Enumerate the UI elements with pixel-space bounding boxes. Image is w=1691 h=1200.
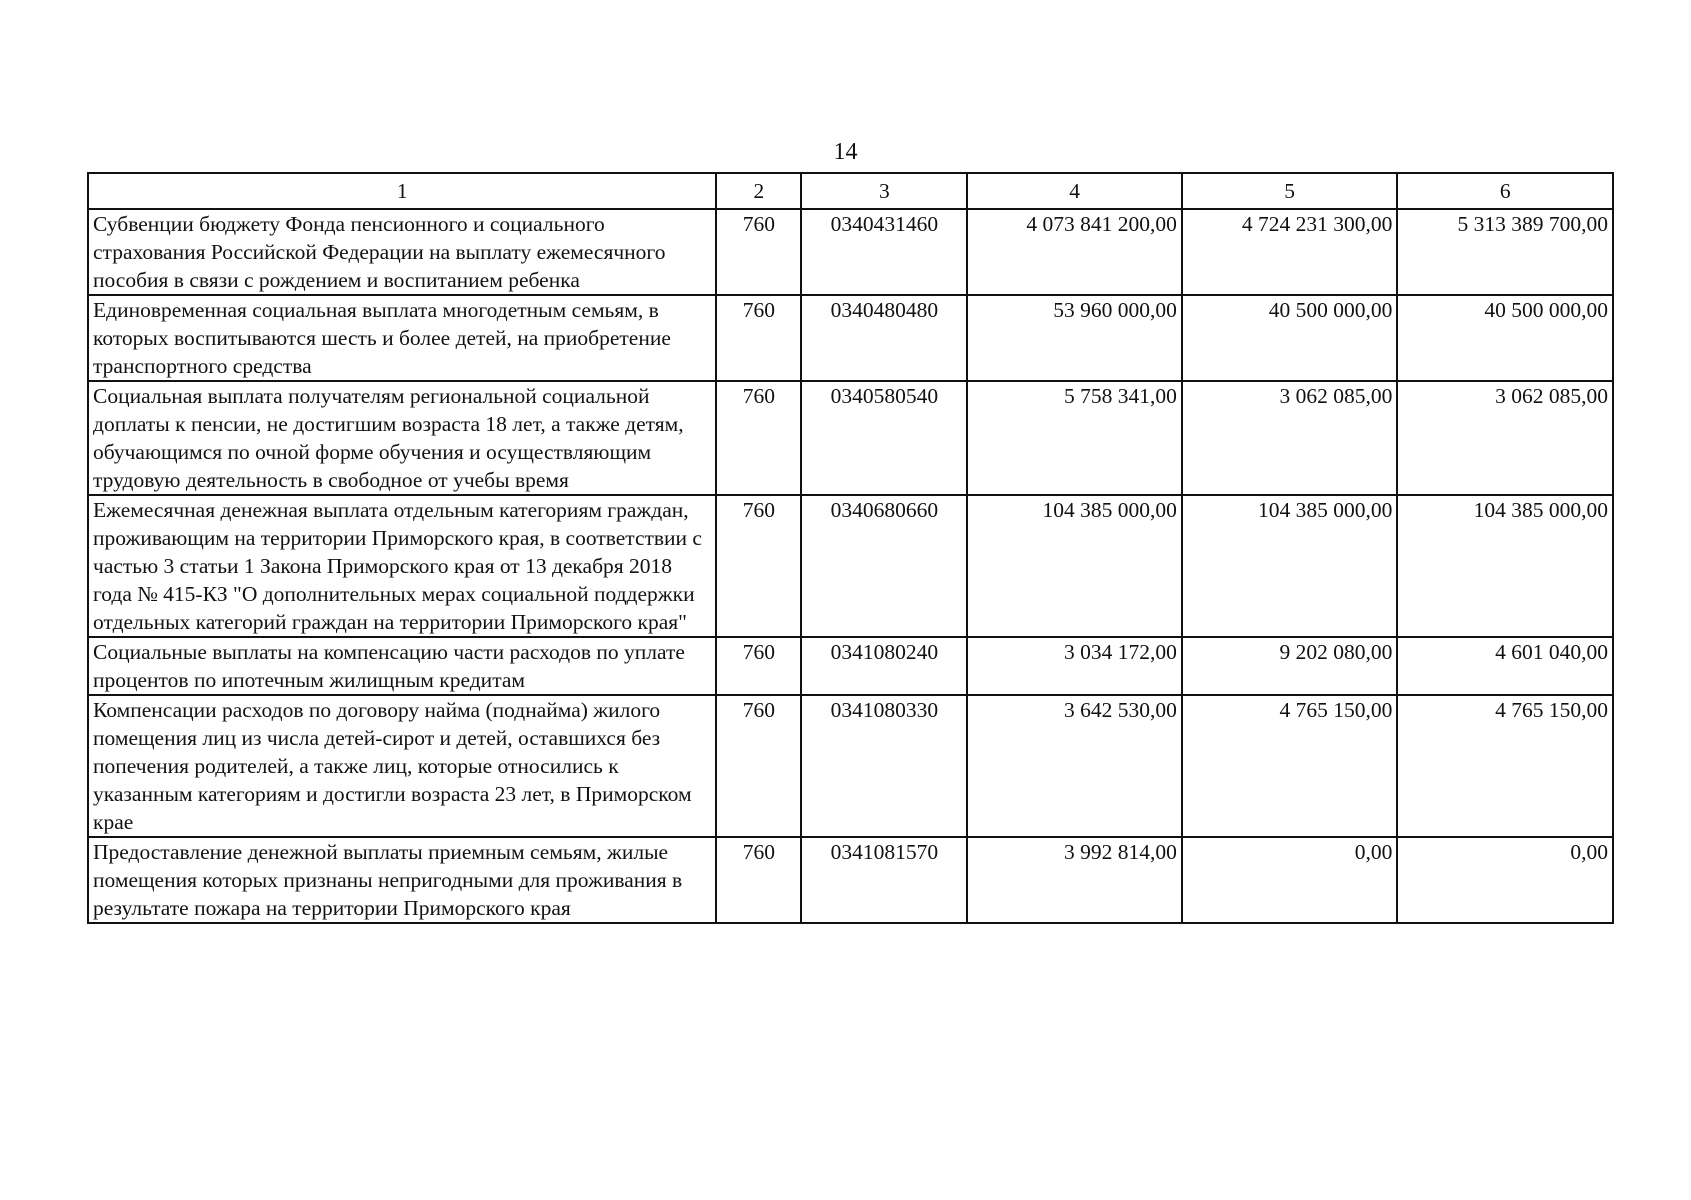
table-row (88, 637, 1613, 695)
page-number: 14 (833, 139, 858, 165)
row-amount-col4: 104 385 000,00 (967, 495, 1182, 637)
row-amount-col5: 9 202 080,00 (1182, 637, 1398, 695)
row-amount-col6: 4 765 150,00 (1397, 695, 1613, 837)
col-header-4: 4 (967, 173, 1182, 209)
col-header-1: 1 (88, 173, 716, 209)
row-amount-col6: 3 062 085,00 (1397, 381, 1613, 495)
row-csr: 0340480480 (801, 295, 967, 381)
row-name: Единовременная социальная выплата многодетным семьям, в которых воспитываются шесть и более детей, на приобретение транспортного средства (88, 295, 716, 381)
row-amount-col4: 3 034 172,00 (967, 637, 1182, 695)
row-name: Социальная выплата получателям региональной социальной доплаты к пенсии, не достигшим возраста 18 лет, а также детям, обучающимся по очной форме обучения и осуществляющим трудовую деятельность в свободное от учебы время (88, 381, 716, 495)
row-amount-col6: 0,00 (1397, 837, 1613, 923)
row-name: Социальные выплаты на компенсацию части расходов по уплате процентов по ипотечным жилищным кредитам (88, 637, 716, 695)
col-header-6: 6 (1397, 173, 1613, 209)
row-csr: 0340680660 (801, 495, 967, 637)
row-amount-col4: 4 073 841 200,00 (967, 209, 1182, 295)
row-name: Ежемесячная денежная выплата отдельным категориям граждан, проживающим на территории Приморского края, в соответствии с частью 3 статьи 1 Закона Приморского края от 13 декабря 2018 года № 415-КЗ "О дополнительных мерах социальной поддержки отдельных категорий граждан на территории Приморского края" (88, 495, 716, 637)
row-grbs: 760 (716, 837, 801, 923)
row-csr: 0341080240 (801, 637, 967, 695)
table-row (88, 695, 1613, 837)
row-name: Предоставление денежной выплаты приемным семьям, жилые помещения которых признаны непригодными для проживания в результате пожара на территории Приморского края (88, 837, 716, 923)
row-grbs: 760 (716, 637, 801, 695)
row-grbs: 760 (716, 495, 801, 637)
row-amount-col4: 5 758 341,00 (967, 381, 1182, 495)
row-name: Субвенции бюджету Фонда пенсионного и социального страхования Российской Федерации на выплату ежемесячного пособия в связи с рождением и воспитанием ребенка (88, 209, 716, 295)
row-amount-col5: 0,00 (1182, 837, 1398, 923)
row-amount-col5: 3 062 085,00 (1182, 381, 1398, 495)
row-amount-col6: 104 385 000,00 (1397, 495, 1613, 637)
row-grbs: 760 (716, 209, 801, 295)
row-csr: 0340580540 (801, 381, 967, 495)
row-amount-col4: 53 960 000,00 (967, 295, 1182, 381)
row-amount-col5: 40 500 000,00 (1182, 295, 1398, 381)
row-grbs: 760 (716, 381, 801, 495)
row-amount-col6: 40 500 000,00 (1397, 295, 1613, 381)
row-csr: 0341080330 (801, 695, 967, 837)
row-grbs: 760 (716, 695, 801, 837)
table-row (88, 837, 1613, 923)
budget-table (87, 172, 1614, 924)
row-amount-col5: 104 385 000,00 (1182, 495, 1398, 637)
col-header-5: 5 (1182, 173, 1398, 209)
row-amount-col6: 5 313 389 700,00 (1397, 209, 1613, 295)
table-row (88, 381, 1613, 495)
table-row (88, 495, 1613, 637)
row-csr: 0341081570 (801, 837, 967, 923)
table-row (88, 295, 1613, 381)
col-header-3: 3 (801, 173, 967, 209)
row-grbs: 760 (716, 295, 801, 381)
col-header-2: 2 (716, 173, 801, 209)
row-amount-col4: 3 642 530,00 (967, 695, 1182, 837)
table-row (88, 209, 1613, 295)
row-amount-col5: 4 724 231 300,00 (1182, 209, 1398, 295)
header-row (88, 173, 1613, 209)
row-amount-col6: 4 601 040,00 (1397, 637, 1613, 695)
row-amount-col5: 4 765 150,00 (1182, 695, 1398, 837)
row-name: Компенсации расходов по договору найма (поднайма) жилого помещения лиц из числа детей-сирот и детей, оставшихся без попечения родителей, а также лиц, которые относились к указанным категориям и достигли возраста 23 лет, в Приморском крае (88, 695, 716, 837)
row-csr: 0340431460 (801, 209, 967, 295)
row-amount-col4: 3 992 814,00 (967, 837, 1182, 923)
